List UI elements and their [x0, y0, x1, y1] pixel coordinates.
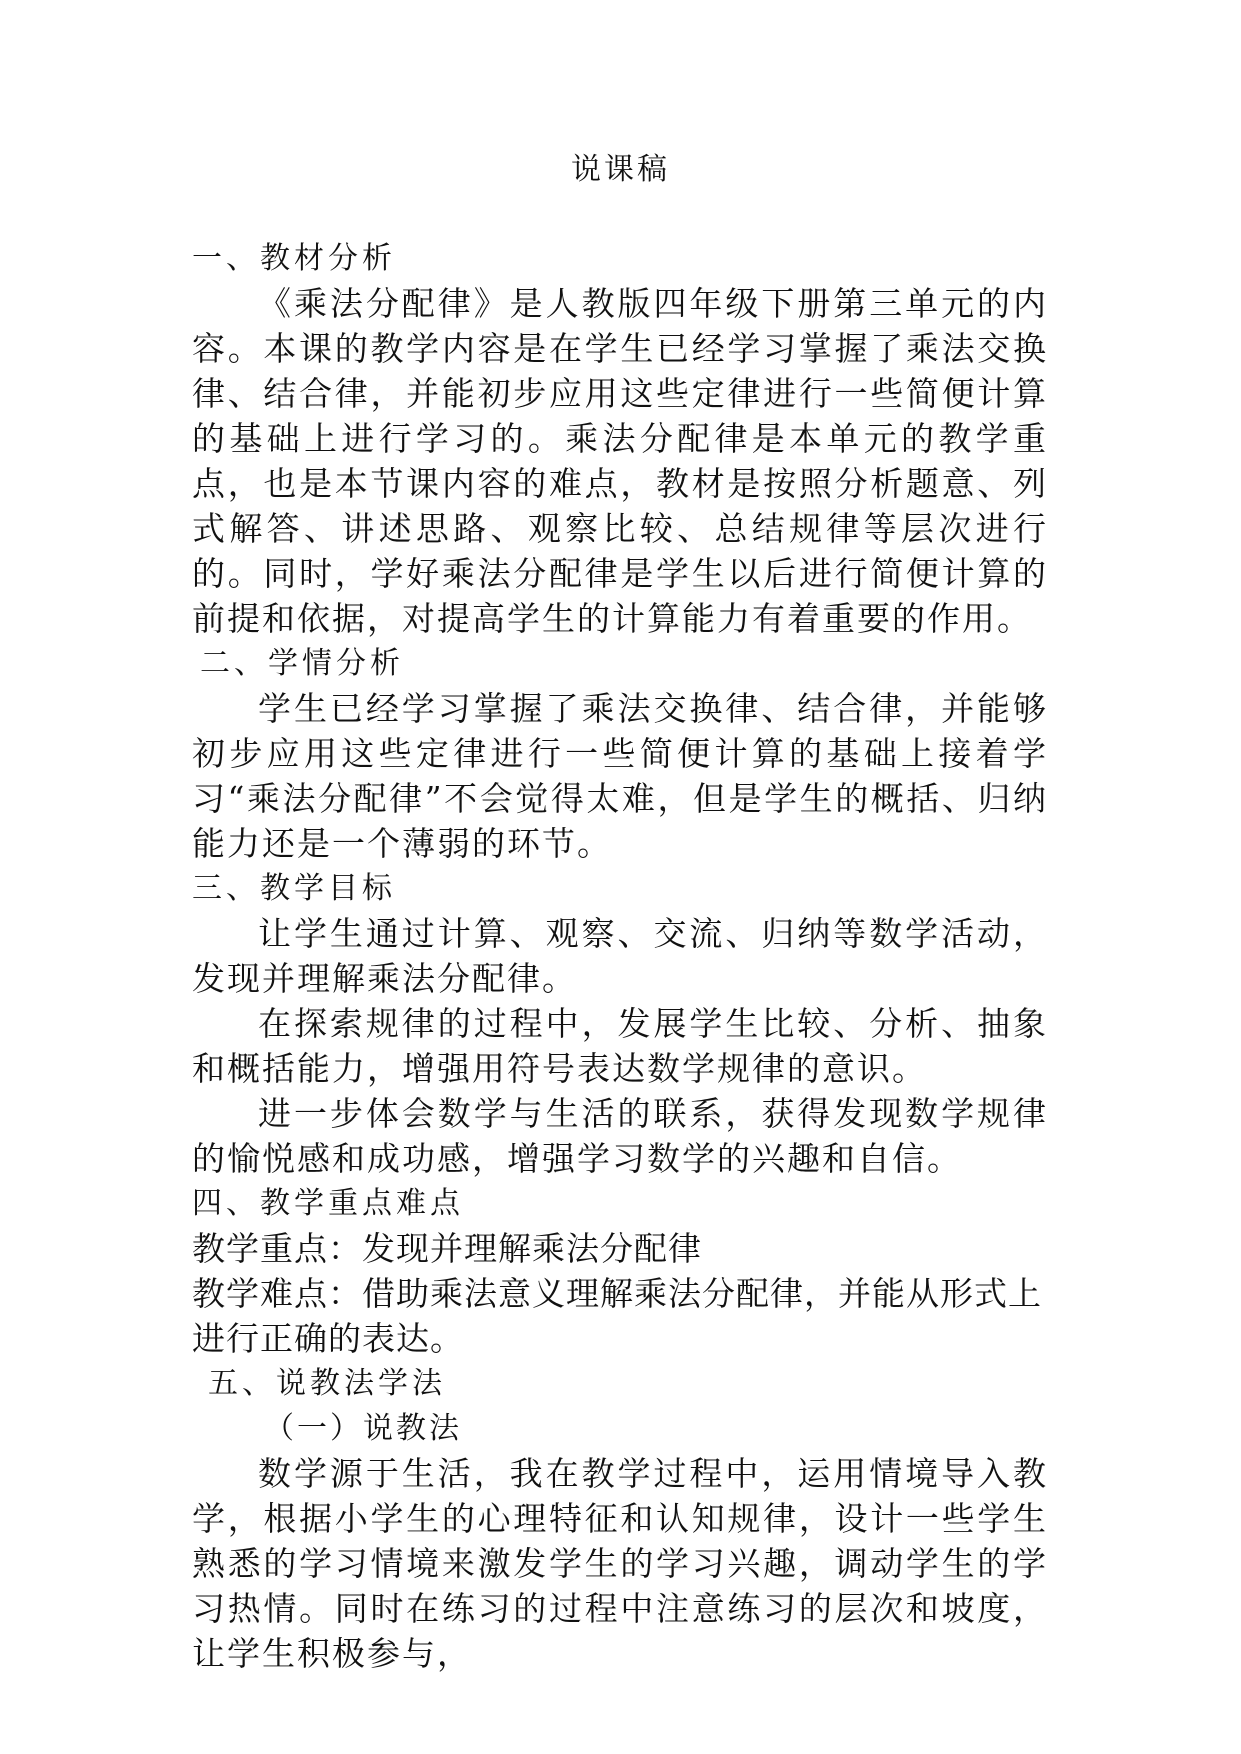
- teaching-difficult-point: 教学难点：借助乘法意义理解乘法分配律，并能从形式上进行正确的表达。: [192, 1274, 1042, 1358]
- paragraph-student-analysis: 学生已经学习掌握了乘法交换律、结合律，并能够初步应用这些定律进行一些简便计算的基础上接着学习“乘法分配律”不会觉得太难，但是学生的概括、归纳能力还是一个薄弱的环节。: [192, 689, 1048, 863]
- paragraph-teaching-method: 数学源于生活，我在教学过程中，运用情境导入教学，根据小学生的心理特征和认知规律，设计一些学生熟悉的学习情境来激发学生的学习兴趣，调动学生的学习热情。同时在练习的过程中注意练习的层次和坡度，让学生积极参与，: [192, 1454, 1048, 1673]
- section-heading-key-difficult-points: 四、教学重点难点: [192, 1186, 464, 1221]
- section-heading-teaching-methods: 五、说教法学法: [208, 1366, 446, 1401]
- paragraph-goal-2: 在探索规律的过程中，发展学生比较、分析、抽象和概括能力，增强用符号表达数学规律的意识。: [192, 1004, 1048, 1088]
- section-heading-teaching-goals: 三、教学目标: [192, 871, 396, 906]
- paragraph-goal-3: 进一步体会数学与生活的联系，获得发现数学规律的愉悦感和成功感，增强学习数学的兴趣和自信。: [192, 1094, 1048, 1178]
- section-heading-student-analysis: 二、学情分析: [200, 646, 404, 681]
- document-title: 说课稿: [571, 152, 670, 187]
- section-heading-textbook-analysis: 一、教材分析: [192, 241, 396, 276]
- paragraph-goal-1: 让学生通过计算、观察、交流、归纳等数学活动，发现并理解乘法分配律。: [192, 914, 1048, 998]
- document-body: [192, 236, 1048, 1676]
- teaching-key-point: 教学重点：发现并理解乘法分配律: [192, 1229, 702, 1268]
- subheading-teaching-method: （一）说教法: [264, 1411, 462, 1446]
- paragraph-textbook-analysis: 《乘法分配律》是人教版四年级下册第三单元的内容。本课的教学内容是在学生已经学习掌握了乘法交换律、结合律，并能初步应用这些定律进行一些简便计算的基础上进行学习的。乘法分配律是本单元的教学重点，也是本节课内容的难点，教材是按照分析题意、列式解答、讲述思路、观察比较、总结规律等层次进行的。同时，学好乘法分配律是学生以后进行简便计算的前提和依据，对提高学生的计算能力有着重要的作用。: [192, 284, 1048, 638]
